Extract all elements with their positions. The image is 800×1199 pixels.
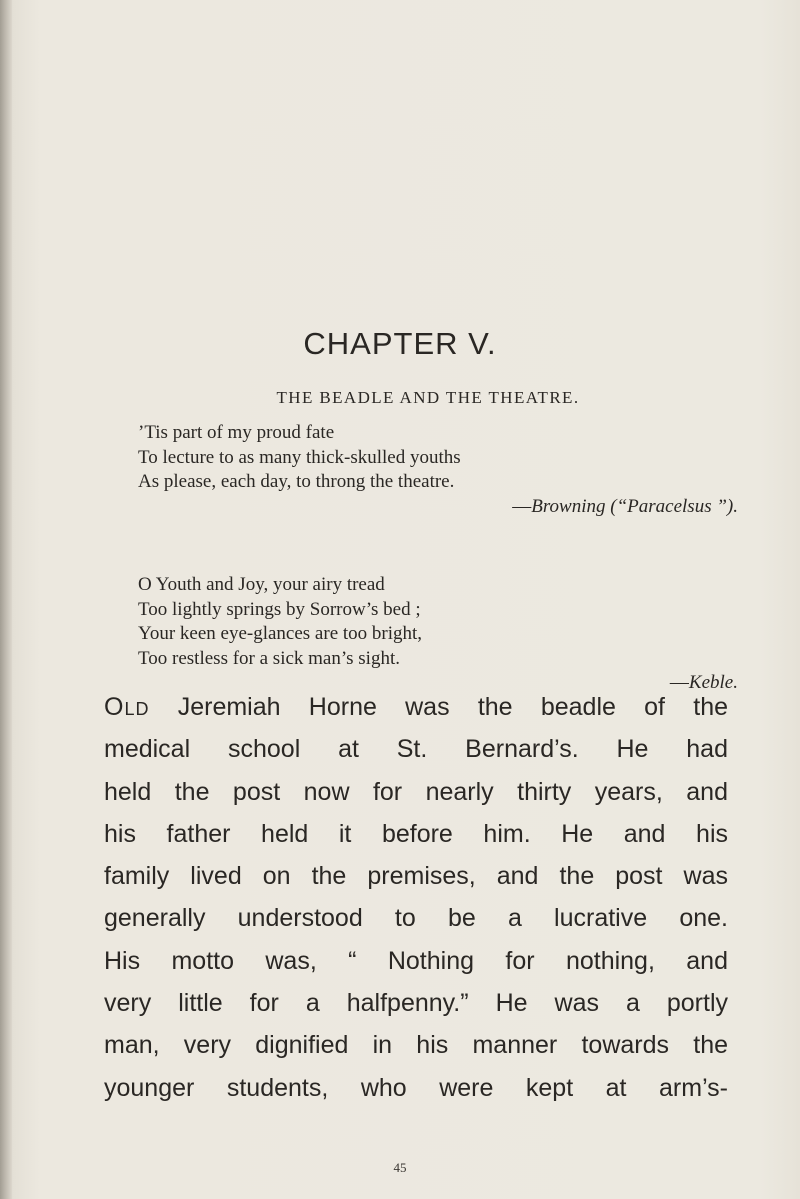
epigraph-attribution xyxy=(138,495,738,520)
body-line xyxy=(104,686,728,728)
attribution-dash: — xyxy=(512,495,532,517)
epigraph-line: Your keen eye-glances are too bright, xyxy=(138,623,423,644)
epigraph-line: O Youth and Joy, your airy tread xyxy=(138,574,385,595)
attribution-author: Keble. xyxy=(688,672,738,693)
attribution-work: (“Paracelsus ”). xyxy=(605,495,738,517)
body-line: generally understood to be a lucrative one. xyxy=(104,904,728,933)
body-line: medical school at St. Bernard’s. He had xyxy=(104,735,728,764)
page-number: 45 xyxy=(393,1160,407,1175)
attribution-author: Browning xyxy=(531,495,606,517)
body-line-text: Jeremiah Horne was the beadle of the xyxy=(149,693,728,721)
body-line: very little for a halfpenny.” He was a portly xyxy=(104,989,728,1018)
epigraph-line: To lecture to as many thick-skulled youths xyxy=(138,446,461,468)
body-line: family lived on the premises, and the post was xyxy=(104,862,728,891)
chapter-subtitle: THE BEADLE AND THE THEATRE. xyxy=(276,388,580,407)
chapter-title: CHAPTER V. xyxy=(303,326,497,361)
epigraph-line: ’Tis part of my proud fate xyxy=(138,422,335,443)
epigraph-line: As please, each day, to throng the theatre. xyxy=(138,471,455,492)
epigraph-line: Too restless for a sick man’s sight. xyxy=(138,647,400,669)
body-paragraph xyxy=(104,686,728,1109)
page-gutter-shadow xyxy=(0,0,12,1199)
body-line: held the post now for nearly thirty years, and xyxy=(104,777,728,806)
opening-word: Old xyxy=(104,693,150,721)
epigraph-line: Too lightly springs by Sorrow’s bed ; xyxy=(138,598,421,620)
body-line: his father held it before him. He and his xyxy=(104,819,728,848)
epigraph-browning xyxy=(138,421,738,519)
body-line: younger students, who were kept at arm’s- xyxy=(104,1073,728,1102)
body-line: man, very dignified in his manner towards the xyxy=(104,1031,728,1060)
epigraph-keble xyxy=(138,573,738,696)
body-line: His motto was, “ Nothing for nothing, and xyxy=(104,946,728,975)
attribution-dash: — xyxy=(669,672,689,693)
